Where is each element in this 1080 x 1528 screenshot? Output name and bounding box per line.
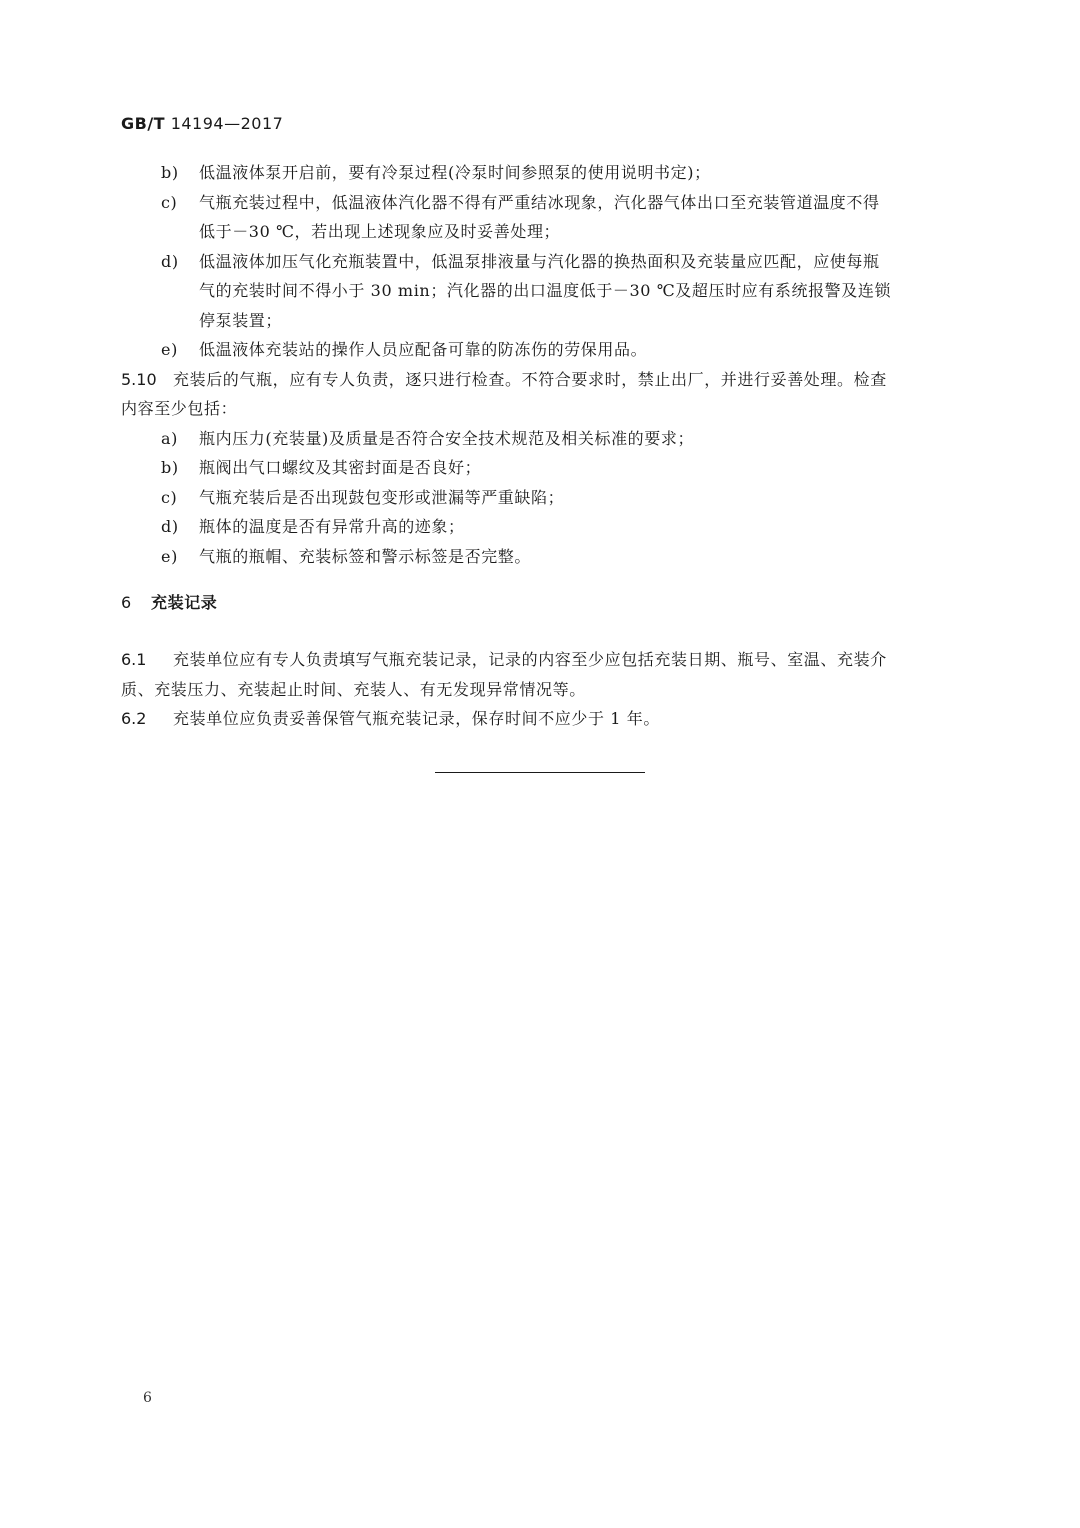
list-item bbox=[121, 512, 961, 542]
clause-5-continuation bbox=[121, 158, 961, 571]
list-marker: e) bbox=[161, 546, 178, 566]
section-6-body bbox=[121, 645, 961, 734]
clause-number: 6.1 bbox=[121, 650, 147, 669]
list-item-text: 低温液体泵开启前，要有冷泵过程(冷泵时间参照泵的使用说明书定)； bbox=[199, 163, 711, 182]
section-heading bbox=[121, 588, 217, 618]
list-item-text: 瓶阀出气口螺纹及其密封面是否良好； bbox=[199, 458, 482, 477]
clause-number: 5.10 bbox=[121, 369, 157, 389]
clause-number: 6.2 bbox=[121, 709, 147, 728]
list-item-text: 气瓶的瓶帽、充装标签和警示标签是否完整。 bbox=[199, 546, 532, 566]
standard-code: GB/T bbox=[121, 114, 166, 133]
list-item-text: 气瓶充装过程中，低温液体汽化器不得有严重结冰现象，汽化器气体出口至充装管道温度不得 bbox=[199, 192, 880, 212]
list-marker: a) bbox=[161, 428, 178, 448]
list-item-text: 停泵装置； bbox=[199, 310, 283, 330]
list-item-text: 气的充装时间不得小于 30 min；汽化器的出口温度低于－30 ℃及超压时应有系统报警及连锁 bbox=[199, 281, 892, 300]
list-item bbox=[121, 424, 961, 454]
clause-text: 充装后的气瓶，应有专人负责，逐只进行检查。不符合要求时，禁止出厂，并进行妥善处理。检查 bbox=[173, 369, 887, 389]
list-item-continuation bbox=[121, 306, 961, 336]
list-marker: c) bbox=[161, 192, 178, 212]
list-marker: c) bbox=[161, 487, 178, 507]
clause-5-10-continuation bbox=[121, 394, 961, 424]
list-item-text: 气瓶充装后是否出现鼓包变形或泄漏等严重缺陷； bbox=[199, 487, 565, 507]
clause-text: 内容至少包括： bbox=[121, 399, 238, 418]
page-number: 6 bbox=[143, 1390, 152, 1406]
standard-number: 14194—2017 bbox=[170, 114, 284, 133]
clause-6-1-continuation bbox=[121, 675, 961, 705]
list-item-text: 瓶内压力(充装量)及质量是否符合安全技术规范及相关标准的要求； bbox=[199, 428, 695, 448]
clause-6-1 bbox=[121, 645, 961, 675]
list-marker: d) bbox=[161, 251, 179, 271]
clause-text: 充装单位应负责妥善保管气瓶充装记录，保存时间不应少于 1 年。 bbox=[173, 709, 660, 728]
list-marker: d) bbox=[161, 517, 179, 536]
list-item bbox=[121, 158, 961, 188]
clause-text: 质、充装压力、充装起止时间、充装人、有无发现异常情况等。 bbox=[121, 679, 586, 699]
list-item bbox=[121, 335, 961, 365]
section-title-text: 充装记录 bbox=[151, 593, 218, 612]
end-of-document-rule bbox=[435, 772, 645, 773]
list-item bbox=[121, 542, 961, 572]
list-item-continuation bbox=[121, 217, 961, 247]
list-item-text: 低于－30 ℃，若出现上述现象应及时妥善处理； bbox=[199, 222, 561, 241]
clause-6-2 bbox=[121, 704, 961, 734]
list-marker: b) bbox=[161, 163, 179, 182]
list-item-text: 低温液体充装站的操作人员应配备可靠的防冻伤的劳保用品。 bbox=[199, 340, 648, 359]
clause-5-10 bbox=[121, 365, 961, 395]
list-item-text: 低温液体加压气化充瓶装置中，低温泵排液量与汽化器的换热面积及充装量应匹配，应使每瓶 bbox=[199, 251, 880, 271]
list-item bbox=[121, 247, 961, 277]
standard-header bbox=[121, 114, 283, 133]
list-item-text: 瓶体的温度是否有异常升高的迹象； bbox=[199, 517, 465, 536]
clause-text: 充装单位应有专人负责填写气瓶充装记录，记录的内容至少应包括充装日期、瓶号、室温、充装介 bbox=[173, 650, 887, 669]
list-item bbox=[121, 483, 961, 513]
list-item bbox=[121, 188, 961, 218]
list-marker: b) bbox=[161, 458, 179, 477]
list-item-continuation bbox=[121, 276, 961, 306]
list-marker: e) bbox=[161, 340, 178, 359]
section-number: 6 bbox=[121, 593, 132, 612]
list-item bbox=[121, 453, 961, 483]
